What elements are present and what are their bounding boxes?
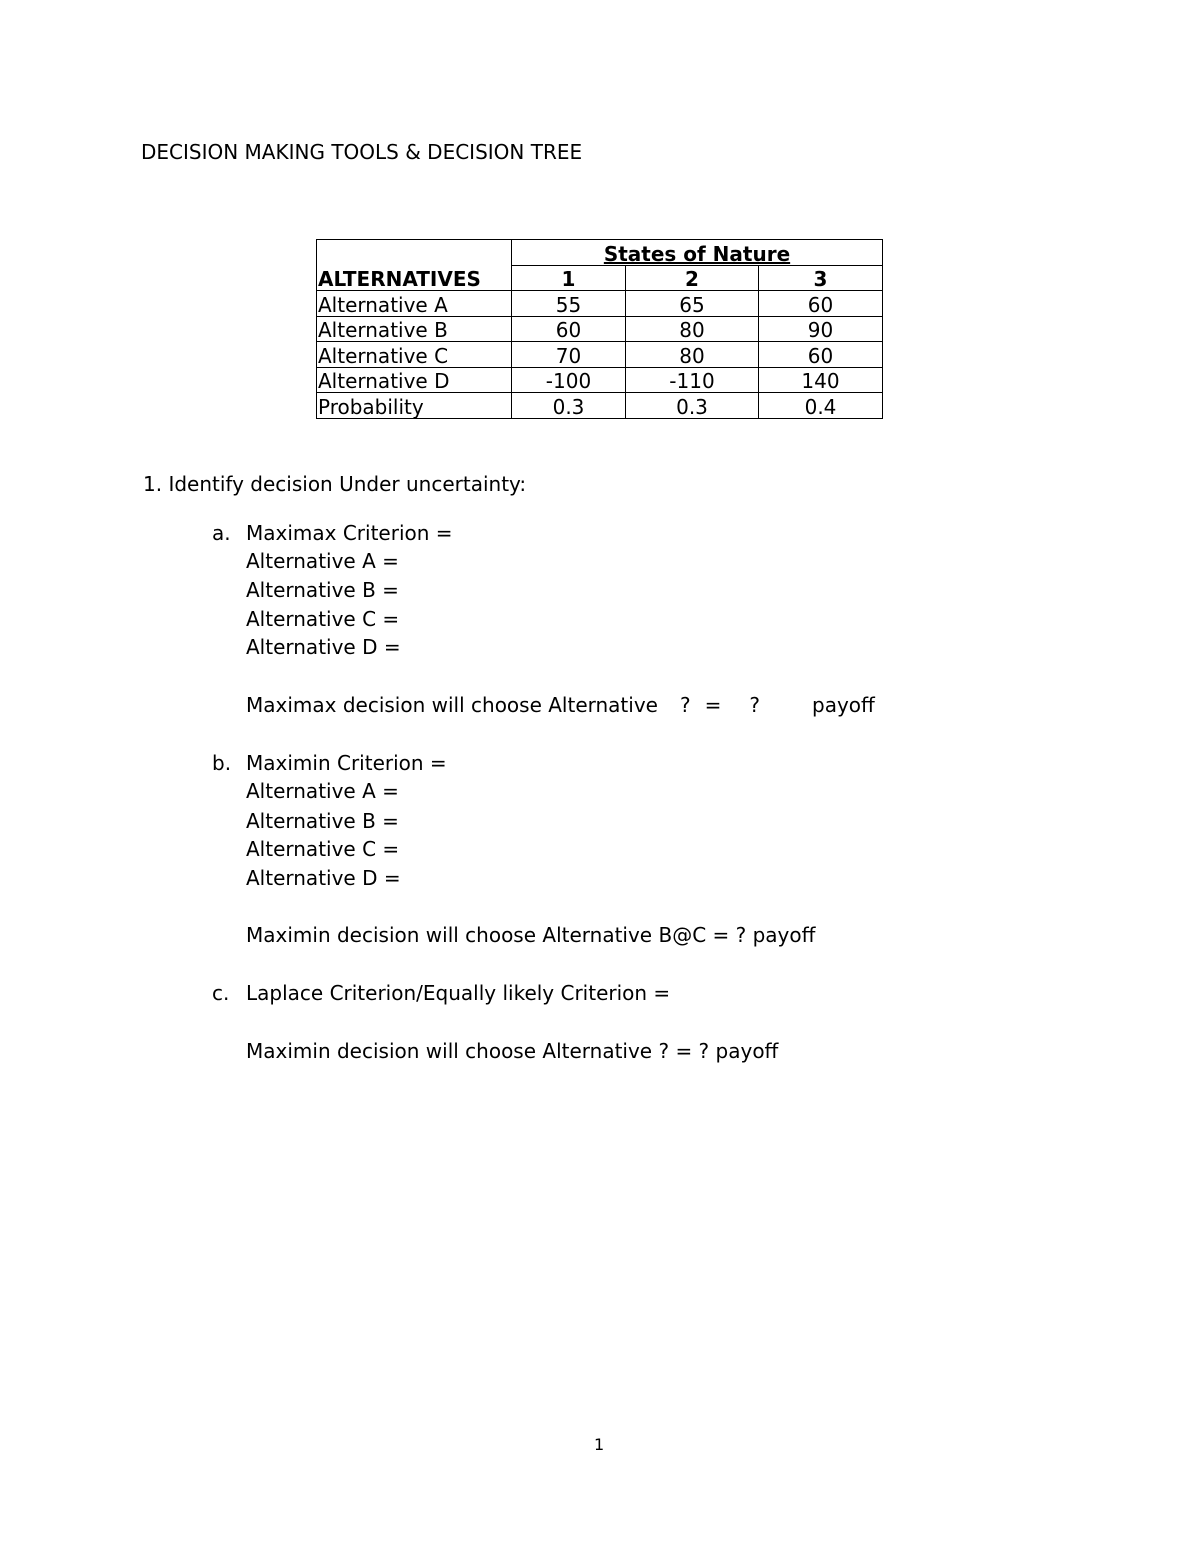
part-b-item: Alternative C = bbox=[246, 837, 400, 861]
part-c-decision: Maximin decision will choose Alternative ? = ? payoff bbox=[246, 1039, 779, 1063]
part-a-heading: Maximax Criterion = bbox=[246, 521, 453, 545]
part-c-marker: c. bbox=[212, 981, 230, 1005]
table-cell: 60 bbox=[759, 291, 883, 317]
part-c-heading: Laplace Criterion/Equally likely Criterion = bbox=[246, 981, 671, 1005]
table-row bbox=[317, 393, 883, 419]
part-a-decision-eq: = bbox=[704, 693, 722, 717]
table-cell: 60 bbox=[512, 316, 626, 342]
table-cell: 80 bbox=[626, 342, 759, 368]
page-title: DECISION MAKING TOOLS & DECISION TREE bbox=[141, 140, 583, 164]
table-cell: -100 bbox=[512, 367, 626, 393]
table-row bbox=[317, 291, 883, 317]
table-cell: 80 bbox=[626, 316, 759, 342]
payoff-table bbox=[316, 239, 883, 419]
part-a-decision-text: Maximax decision will choose Alternative bbox=[246, 693, 658, 717]
part-a-item: Alternative A = bbox=[246, 549, 399, 573]
part-a-item: Alternative B = bbox=[246, 578, 399, 602]
row-label: Alternative B bbox=[317, 316, 512, 342]
part-a-decision-payoff: payoff bbox=[812, 693, 875, 717]
part-a-item: Alternative C = bbox=[246, 607, 400, 631]
column-header: 3 bbox=[759, 265, 883, 291]
table-cell: 140 bbox=[759, 367, 883, 393]
row-label: Alternative A bbox=[317, 291, 512, 317]
part-a-decision-q1: ? bbox=[679, 693, 691, 717]
row-label: Alternative D bbox=[317, 367, 512, 393]
part-b-marker: b. bbox=[212, 751, 232, 775]
table-row bbox=[317, 316, 883, 342]
states-of-nature-header: States of Nature bbox=[512, 240, 883, 266]
table-cell: 70 bbox=[512, 342, 626, 368]
table-corner-cell bbox=[317, 240, 512, 266]
table-cell: -110 bbox=[626, 367, 759, 393]
part-a-marker: a. bbox=[212, 521, 231, 545]
row-label: Probability bbox=[317, 393, 512, 419]
question-heading: 1. Identify decision Under uncertainty: bbox=[143, 472, 527, 496]
part-b-item: Alternative A = bbox=[246, 779, 399, 803]
page-number: 1 bbox=[594, 1435, 605, 1454]
table-row bbox=[317, 342, 883, 368]
table-row bbox=[317, 367, 883, 393]
part-b-item: Alternative B = bbox=[246, 809, 399, 833]
table-cell: 90 bbox=[759, 316, 883, 342]
table-column-row bbox=[317, 265, 883, 291]
column-header: 2 bbox=[626, 265, 759, 291]
table-cell: 0.3 bbox=[626, 393, 759, 419]
table-cell: 0.3 bbox=[512, 393, 626, 419]
part-a-decision-q2: ? bbox=[749, 693, 760, 717]
part-b-item: Alternative D = bbox=[246, 866, 401, 890]
table-cell: 55 bbox=[512, 291, 626, 317]
part-a-item: Alternative D = bbox=[246, 635, 401, 659]
table-cell: 0.4 bbox=[759, 393, 883, 419]
column-header: 1 bbox=[512, 265, 626, 291]
row-label: Alternative C bbox=[317, 342, 512, 368]
part-a-decision bbox=[246, 693, 875, 717]
part-b-decision: Maximin decision will choose Alternative B@C = ? payoff bbox=[246, 923, 816, 947]
table-cell: 60 bbox=[759, 342, 883, 368]
table-header-row bbox=[317, 240, 883, 266]
part-b-heading: Maximin Criterion = bbox=[246, 751, 447, 775]
table-cell: 65 bbox=[626, 291, 759, 317]
alternatives-header: ALTERNATIVES bbox=[317, 265, 512, 291]
